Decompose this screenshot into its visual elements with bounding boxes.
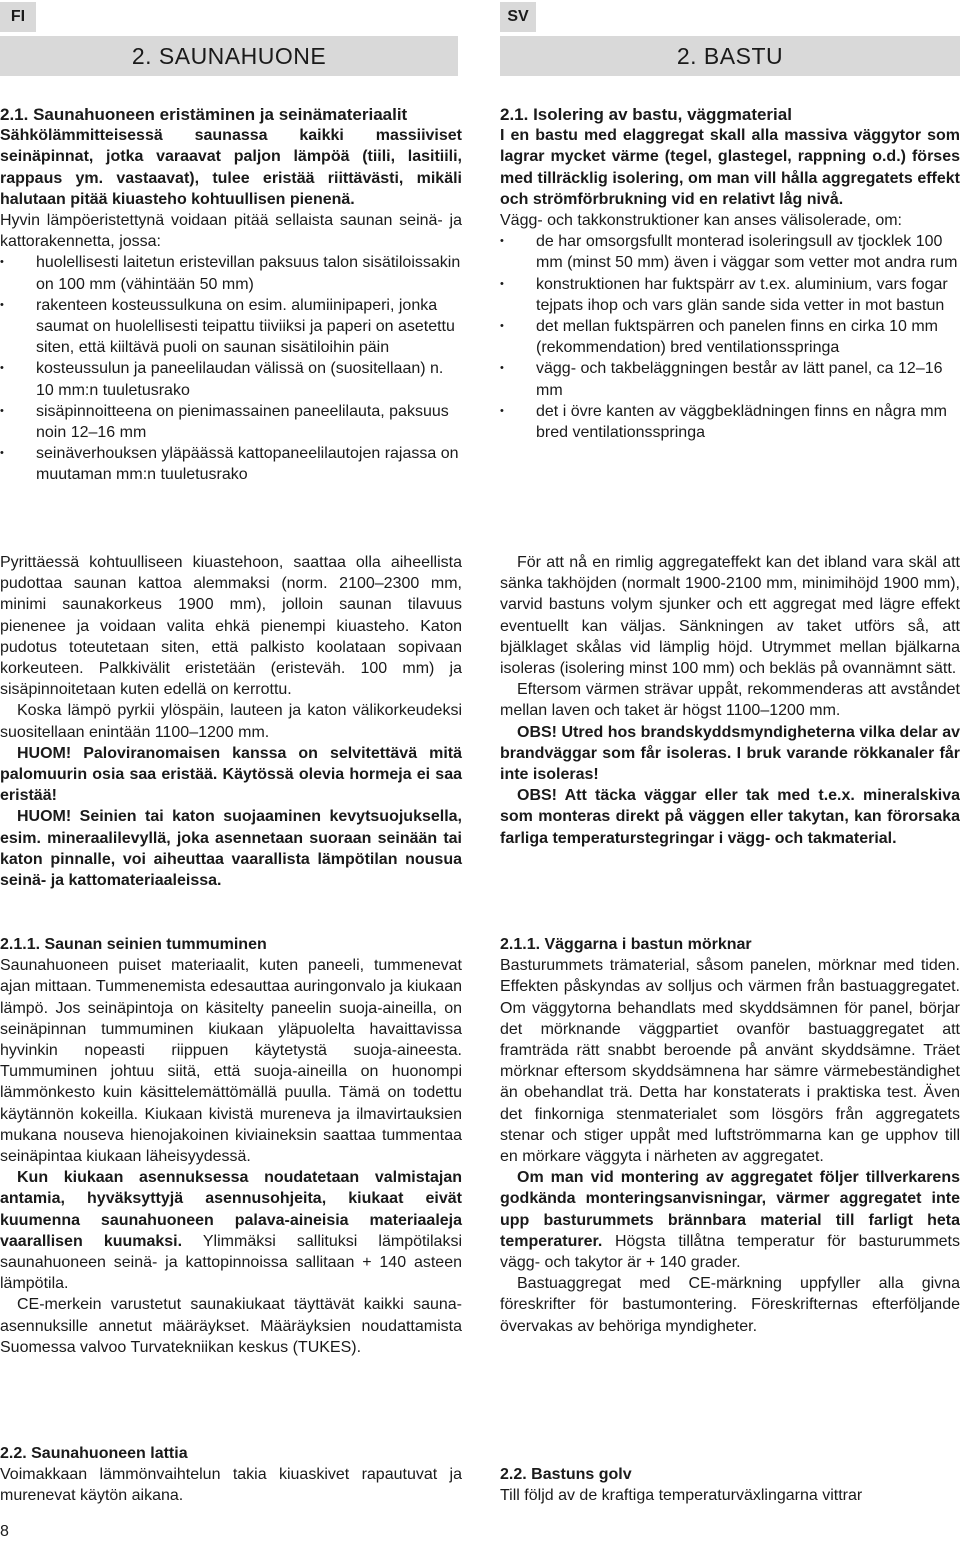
requirements-list-sv bbox=[500, 231, 960, 443]
paragraph-ce-sv: Bastuaggregat med CE-märkning uppfyller alla givna föreskrifter för bastumontering. Föreskrifternas efterföljande övervakas av behöriga myndigheter. bbox=[500, 1275, 960, 1335]
heading-2-2-sv: 2.2. Bastuns golv bbox=[500, 1466, 632, 1483]
warning-2-fi: HUOM! Seinien tai katon suojaaminen kevytsuojuksella, esim. mineraalilevyllä, joka asennetaan suoraan seinään tai katon pinnalle, voi aiheuttaa vaarallista lämpötilan nousua seinä- ja kattomateriaaleissa. bbox=[0, 808, 462, 890]
intro-fi: Sähkölämmitteisessä saunassa kaikki massiiviset seinäpinnat, jotka varaavat paljon lämpöä (tiili, lasitiili, rappaus ym. vastaavat), tulee eristää riittävästi, mikäli halutaan pitää kiuasteho kohtuullisen pienenä. bbox=[0, 127, 462, 208]
heading-2-2-fi: 2.2. Saunahuoneen lattia bbox=[0, 1445, 188, 1462]
list-item: • huolellisesti laitetun eristevillan paksuus talon sisätiloissakin on 100 mm (vähintään 50 mm) bbox=[0, 252, 462, 294]
list-item: • rakenteen kosteussulkuna on esim. alumiinipaperi, jonka saumat on huolellisesti teipattu tiiviiksi ja paperi on asetettu siten, että kiiltävä puoli on saunan sisätiloihin päin bbox=[0, 295, 462, 359]
heading-2-1-1-sv: 2.1.1. Väggarna i bastun mörknar bbox=[500, 936, 752, 953]
page-number: 8 bbox=[0, 1523, 9, 1540]
warning-2-sv: OBS! Att täcka väggar eller tak med t.e.x. mineralskiva som monteras direkt på väggen eller takytan, kan förorsaka farliga temperaturstegringar i vägg- och takmaterial. bbox=[500, 787, 960, 847]
ceiling-section-sv bbox=[500, 552, 960, 849]
lead-fi: Hyvin lämpöeristettynä voidaan pitää sellaista saunan seinä- ja kattorakennetta, jossa: bbox=[0, 212, 462, 251]
heading-2-1-sv: 2.1. Isolering av bastu, väggmaterial bbox=[500, 105, 792, 124]
section-2-1-1-fi bbox=[0, 934, 462, 1358]
list-item: • vägg- och takbeläggningen består av lätt panel, ca 12–16 mm bbox=[500, 358, 960, 400]
list-item: • det mellan fuktspärren och panelen finns en cirka 10 mm (rekommendation) bred ventilationsspringa bbox=[500, 316, 960, 358]
section-2-1-fi bbox=[0, 104, 462, 486]
paragraph-ceiling-fi: Pyrittäessä kohtuulliseen kiuastehoon, saattaa olla aiheellista pudottaa saunan kattoa alemmaksi (norm. 2100–2300 mm, minimi saunakorkeus 1900 mm), jolloin saunan tilavuus pienenee ja voidaan valita ehkä pienempi kiuasteho. Katon pudotus toteutetaan siten, että palkisto koolataan sopivaan korkeuteen. Palkkivälit eristetään (eristeväh. 100 mm) ja sisäpinnoitetaan kuten edellä on kerrottu. bbox=[0, 554, 462, 699]
heading-2-1-fi: 2.1. Saunahuoneen eristäminen ja seinämateriaalit bbox=[0, 105, 408, 124]
intro-sv: I en bastu med elaggregat skall alla massiva väggytor som lagrar mycket värme (tegel, glastegel, rappning o.d.) förses med tillräcklig isolering, om man vill hålla aggregatets effekt och strömförbrukning vid en relativt låg nivå. bbox=[500, 127, 960, 208]
installation-rest-sv: Högsta tillåtna temperatur för basturummets vägg- och takytor är + 140 grader. bbox=[500, 1232, 960, 1272]
paragraph-floor-fi: Voimakkaan lämmönvaihtelun takia kiuaskivet rapautuvat ja murenevat käytön aikana. bbox=[0, 1466, 462, 1505]
paragraph-ce-fi: CE-merkein varustetut saunakiukaat täyttävät kaikki sauna-asennuksille annetut määräykset. Määräyksien noudattamista Suomessa valvoo Turvatekniikan keskus (TUKES). bbox=[0, 1296, 462, 1356]
section-2-2-fi bbox=[0, 1443, 462, 1507]
ceiling-section-fi bbox=[0, 552, 462, 891]
list-item: • de har omsorgsfullt monterad isoleringsull av tjocklek 100 mm (minst 50 mm) även i väggar som vetter mot andra rum bbox=[500, 231, 960, 273]
list-item: • kosteussulun ja paneelilaudan välissä on (suositellaan) n. 10 mm:n tuuletusrako bbox=[0, 358, 462, 400]
list-item: • sisäpinnoitteena on pienimassainen paneelilauta, paksuus noin 12–16 mm bbox=[0, 401, 462, 443]
warning-1-fi: HUOM! Paloviranomaisen kanssa on selvitettävä mitä palomuurin osia saa eristää. Käytössä olevia hormeja ei saa eristää! bbox=[0, 744, 462, 805]
paragraph-darkening-sv: Basturummets trämaterial, såsom panelen, mörknar med tiden. Effekten påskyndas av solljus och värmen från bastuaggregatet. Om väggytorna behandlats med skyddsämnen för panel, börjar det mörknande väggpartiet ovanför bastuaggregatet att framträda rätt snabbt beroende på använt skyddsämne. Träet mörknar eftersom skyddsämnena har sämre värmebeständighet än obehandlat trä. Detta har konstaterats i praktiska test. Även det finkorniga stenmaterialet som lösgörs från aggregatets stenar och stiger uppåt med luftströmmarna kan ge upphov till en mörkare väggyta i närheten av aggregatet. bbox=[500, 957, 960, 1166]
heading-2-1-1-fi: 2.1.1. Saunan seinien tummuminen bbox=[0, 936, 267, 953]
paragraph-floor-sv: Till följd av de kraftiga temperaturväxlingarna vittrar bbox=[500, 1487, 863, 1505]
section-2-2-sv bbox=[500, 1464, 960, 1506]
language-tab-sv: SV bbox=[500, 2, 536, 32]
section-title-sv: 2. BASTU bbox=[500, 36, 960, 76]
lead-sv: Vägg- och takkonstruktioner kan anses välisolerade, om: bbox=[500, 212, 902, 230]
paragraph-heat-sv: Eftersom värmen strävar uppåt, rekommenderas att avståndet mellan laven och taket är högst 1100–1200 mm. bbox=[500, 681, 960, 720]
installation-bold-fi: Kun kiukaan asennuksessa noudatetaan valmistajan antamia, hyväksyttyjä asennusohjeita, kiukaat eivät kuumenna saunahuoneen palava-aineisia materiaaleja vaarallisen kuumaksi. bbox=[0, 1169, 462, 1250]
language-tab-fi: FI bbox=[0, 2, 36, 32]
paragraph-heat-fi: Koska lämpö pyrkii ylöspäin, lauteen ja katon välikorkeudeksi suositellaan enintään 1100–1200 mm. bbox=[0, 702, 462, 741]
list-item: • konstruktionen har fuktspärr av t.ex. aluminium, vars fogar tejpats ihop och vars glän sande sida vetter in mot bastun bbox=[500, 274, 960, 316]
section-2-1-sv bbox=[500, 104, 960, 443]
section-2-1-1-sv bbox=[500, 934, 960, 1337]
installation-rest-fi: Ylimmäksi sallituksi lämpötilaksi saunahuoneen seinä- ja kattopinnoissa sallitaan + 140 asteen lämpötila. bbox=[0, 1232, 462, 1293]
requirements-list-fi bbox=[0, 252, 462, 485]
list-item: • det i övre kanten av väggbeklädningen finns en några mm bred ventilationsspringa bbox=[500, 401, 960, 443]
paragraph-ceiling-sv: För att nå en rimlig aggregateffekt kan det ibland vara skäl att sänka takhöjden (normalt 1900-2100 mm, minimihöjd 1900 mm), varvid bastuns volym sjunker och ett aggregat med lägre effekt eventuellt kan väljas. Sänkningen av taket utförs så, att bjälklaget skålas vid lämplig höjd. Utrymmet mellan bjälkarna isoleras (isolering minst 100 mm) och bekläs på ovannämnt sätt. bbox=[500, 554, 960, 678]
paragraph-installation-fi bbox=[0, 1167, 462, 1294]
paragraph-installation-sv bbox=[500, 1167, 960, 1273]
installation-bold-sv: Om man vid montering av aggregatet följer tillverkarens godkända monteringsanvisningar, värmer aggregatet inte upp basturummets brännbara material till farligt heta temperaturer. bbox=[500, 1169, 960, 1250]
list-item: • seinäverhouksen yläpäässä kattopaneelilautojen rajassa on muutaman mm:n tuuletusrako bbox=[0, 443, 462, 485]
warning-1-sv: OBS! Utred hos brandskyddsmyndigheterna vilka delar av brandväggar som får isoleras. I bruk varande rökkanaler får inte isoleras! bbox=[500, 723, 960, 784]
paragraph-darkening-fi: Saunahuoneen puiset materiaalit, kuten paneeli, tummenevat ajan mittaan. Tummenemista edesauttaa auringonvalo ja kiukaan lämpö. Jos seinäpintoja on käsitelty paneelin suoja-aineilla, on seinäpinnan tummuminen kiukaan yläpuolelta havaittavissa hyvinkin nopeasti riippuen käytetystä suoja-aineesta. Tummuminen johtuu siitä, että suoja-aineilla on huonompi lämmönkesto kuin käsittelemättömällä puulla. Tämä on todettu käytännön kokeilla. Kiukaan kivistä mureneva ja ilmavirtauksien mukana nouseva hienojakoinen kiviaineksin saattaa tummentaa seinäpintaa kiukaan läheisyydessä. bbox=[0, 957, 462, 1166]
section-title-fi: 2. SAUNAHUONE bbox=[0, 36, 458, 76]
